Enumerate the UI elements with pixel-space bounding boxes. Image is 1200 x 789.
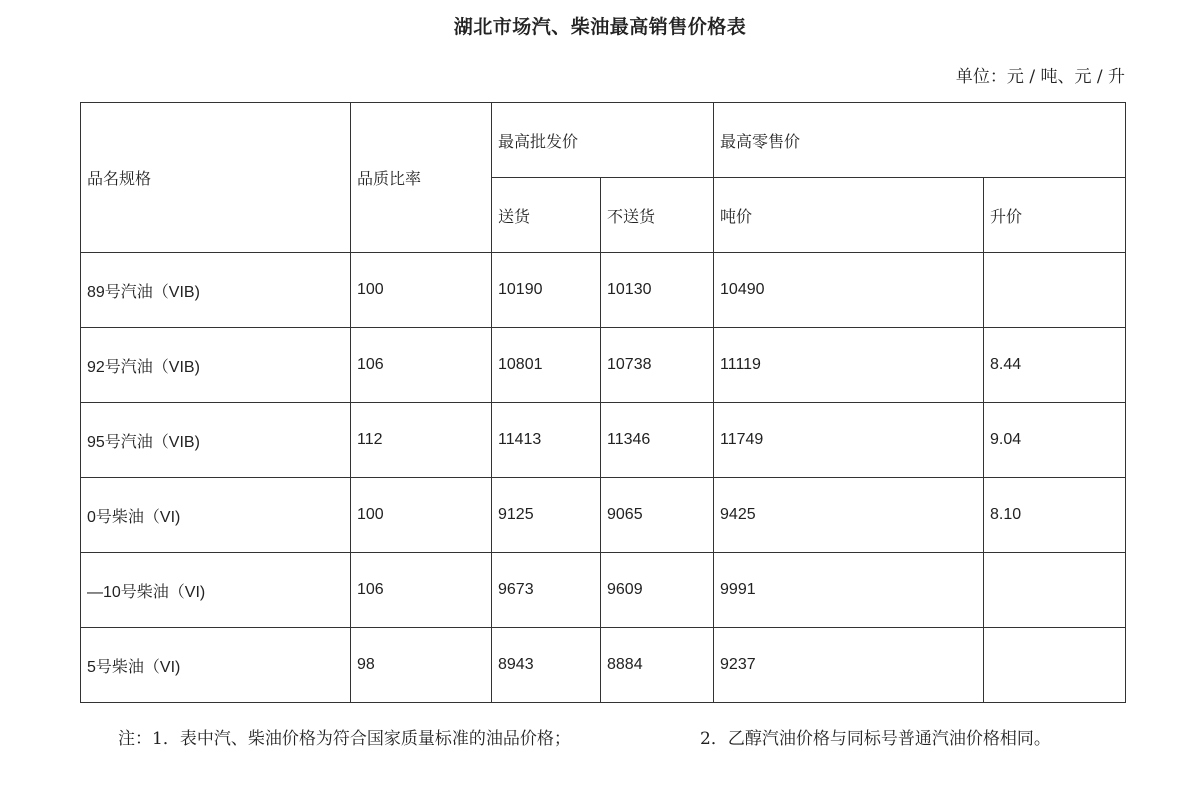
table-row (81, 328, 1126, 403)
header-wholesale: 最高批发价 (492, 103, 714, 178)
cell-per-liter (984, 553, 1126, 628)
footnote-2: 2．乙醇汽油价格与同标号普通汽油价格相同。 (700, 729, 1051, 749)
cell-quality-ratio: 100 (351, 478, 492, 553)
cell-delivered: 9673 (492, 553, 601, 628)
header-per-ton: 吨价 (714, 178, 984, 253)
price-table (80, 102, 1126, 703)
cell-quality-ratio: 98 (351, 628, 492, 703)
table-row (81, 628, 1126, 703)
cell-not-delivered: 8884 (601, 628, 714, 703)
table-row (81, 403, 1126, 478)
cell-delivered: 10190 (492, 253, 601, 328)
header-per-liter: 升价 (984, 178, 1126, 253)
cell-not-delivered: 9065 (601, 478, 714, 553)
cell-per-ton: 9991 (714, 553, 984, 628)
cell-product: —10号柴油（VI) (81, 553, 351, 628)
cell-per-liter: 8.44 (984, 328, 1126, 403)
header-delivered: 送货 (492, 178, 601, 253)
cell-delivered: 8943 (492, 628, 601, 703)
cell-quality-ratio: 106 (351, 553, 492, 628)
cell-product: 89号汽油（VIB) (81, 253, 351, 328)
cell-delivered: 9125 (492, 478, 601, 553)
header-product: 品名规格 (81, 103, 351, 253)
cell-per-liter: 9.04 (984, 403, 1126, 478)
cell-quality-ratio: 106 (351, 328, 492, 403)
header-retail: 最高零售价 (714, 103, 1126, 178)
cell-delivered: 10801 (492, 328, 601, 403)
cell-quality-ratio: 112 (351, 403, 492, 478)
header-row-1 (81, 103, 1126, 178)
unit-label: 单位：元 / 吨、元 / 升 (955, 67, 1125, 87)
cell-delivered: 11413 (492, 403, 601, 478)
cell-per-ton: 10490 (714, 253, 984, 328)
cell-not-delivered: 9609 (601, 553, 714, 628)
cell-product: 0号柴油（VI) (81, 478, 351, 553)
cell-product: 95号汽油（VIB) (81, 403, 351, 478)
cell-quality-ratio: 100 (351, 253, 492, 328)
footnote-1: 注：1．表中汽、柴油价格为符合国家质量标准的油品价格； (118, 729, 571, 749)
table-row (81, 478, 1126, 553)
cell-per-ton: 11749 (714, 403, 984, 478)
cell-per-ton: 11119 (714, 328, 984, 403)
table-row (81, 553, 1126, 628)
cell-per-liter (984, 253, 1126, 328)
cell-per-ton: 9425 (714, 478, 984, 553)
header-not-delivered: 不送货 (601, 178, 714, 253)
cell-not-delivered: 10130 (601, 253, 714, 328)
cell-product: 5号柴油（VI) (81, 628, 351, 703)
page-title: 湖北市场汽、柴油最高销售价格表 (453, 16, 747, 38)
cell-per-liter: 8.10 (984, 478, 1126, 553)
cell-per-ton: 9237 (714, 628, 984, 703)
cell-product: 92号汽油（VIB) (81, 328, 351, 403)
cell-not-delivered: 11346 (601, 403, 714, 478)
header-quality-ratio: 品质比率 (351, 103, 492, 253)
cell-per-liter (984, 628, 1126, 703)
table-row (81, 253, 1126, 328)
cell-not-delivered: 10738 (601, 328, 714, 403)
